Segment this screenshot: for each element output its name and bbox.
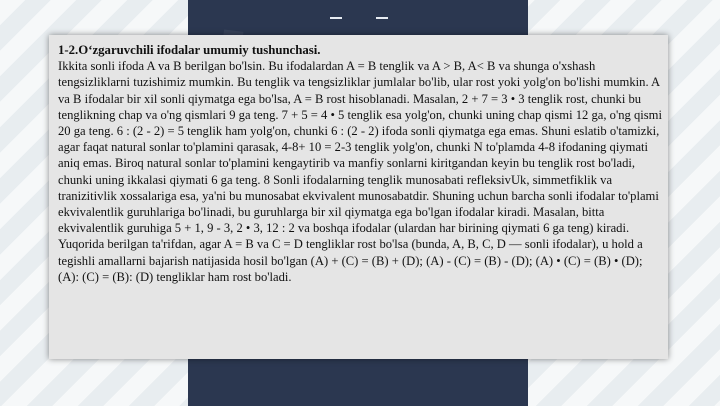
panel-content [58,42,662,285]
text-panel [49,35,668,359]
slide-indicator [330,10,390,24]
slide-dash-2[interactable] [376,17,388,19]
slide-paragraph: Ikkita sonli ifoda A va B berilgan bo'lsin. Bu ifodalardan A = B tenglik va A > B, A< B va shunga o'xshash tengsizliklarni tuzishimiz mumkin. Bu tenglik va tengsizliklar jumlalar bo'lib, ular rost yoki yolg'on bo'lishi mumkin. A va B ifodalar bir xil sonli qiymatga ega bo'lsa, A = B rost hisoblanadi. Masalan, 2 + 7 = 3 • 3 tenglik rost, chunki bu tenglikning chap va o'ng qismlari 9 ga teng. 7 + 5 = 4 • 5 tenglik esa yolg'on, chunki uning chap qismi 12 ga, o'ng qismi 20 ga teng. 6 : (2 - 2) = 5 tenglik ham yolg'on, chunki 6 : (2 - 2) ifoda sonli qiymatga ega emas. Shuni eslatib o'tamizki, agar faqat natural sonlar to'plamini qarasak, 4-8+ 10 = 2-3 tenglik yolg'on, chunki N to'plamda 4-8 ifodaning qiymati aniq emas. Biroq natural sonlar to'plamini kengaytirib va manfiy sonlarni kiritgandan keyin bu tenglik rost bo'ladi, chunki uning ikkalasi qiymati 6 ga teng. 8 Sonli ifodalarning tenglik munosabati refleksivUk, simmetfiklik va tranizitivlik xossalariga esa, ya'ni bu munosabat ekvivalent munosabatdir. Shuning uchun barcha sonli ifodalar to'plami ekvivalentlik guruhlariga bo'linadi, bu guruhlarga bir xil qiymatga ega bo'lgan ifodalar kiradi. Masalan, bitta ekvivalentlik guruhiga 5 + 1, 9 - 3, 2 • 3, 12 : 2 va boshqa ifodalar (ulardan har birining qiymati 6 ga teng) kiradi. Yuqorida berilgan ta'rifdan, agar A = B va C = D tengliklar rost bo'lsa (bunda, A, B, C, D — sonli ifodalar), u hold a tegishli amallarni bajarish natijasida hosil bo'lgan (A) + (C) = (B) + (D); (A) - (C) = (B) - (D); (A) • (C) = (B) • (D); (A): (C) = (B): (D) tengliklar ham rost bo'ladi. [58,59,662,284]
slide-title: 1-2.O‘zgaruvchili ifodalar umumiy tushunchasi. [58,43,321,57]
slide-dash-1[interactable] [330,17,342,19]
